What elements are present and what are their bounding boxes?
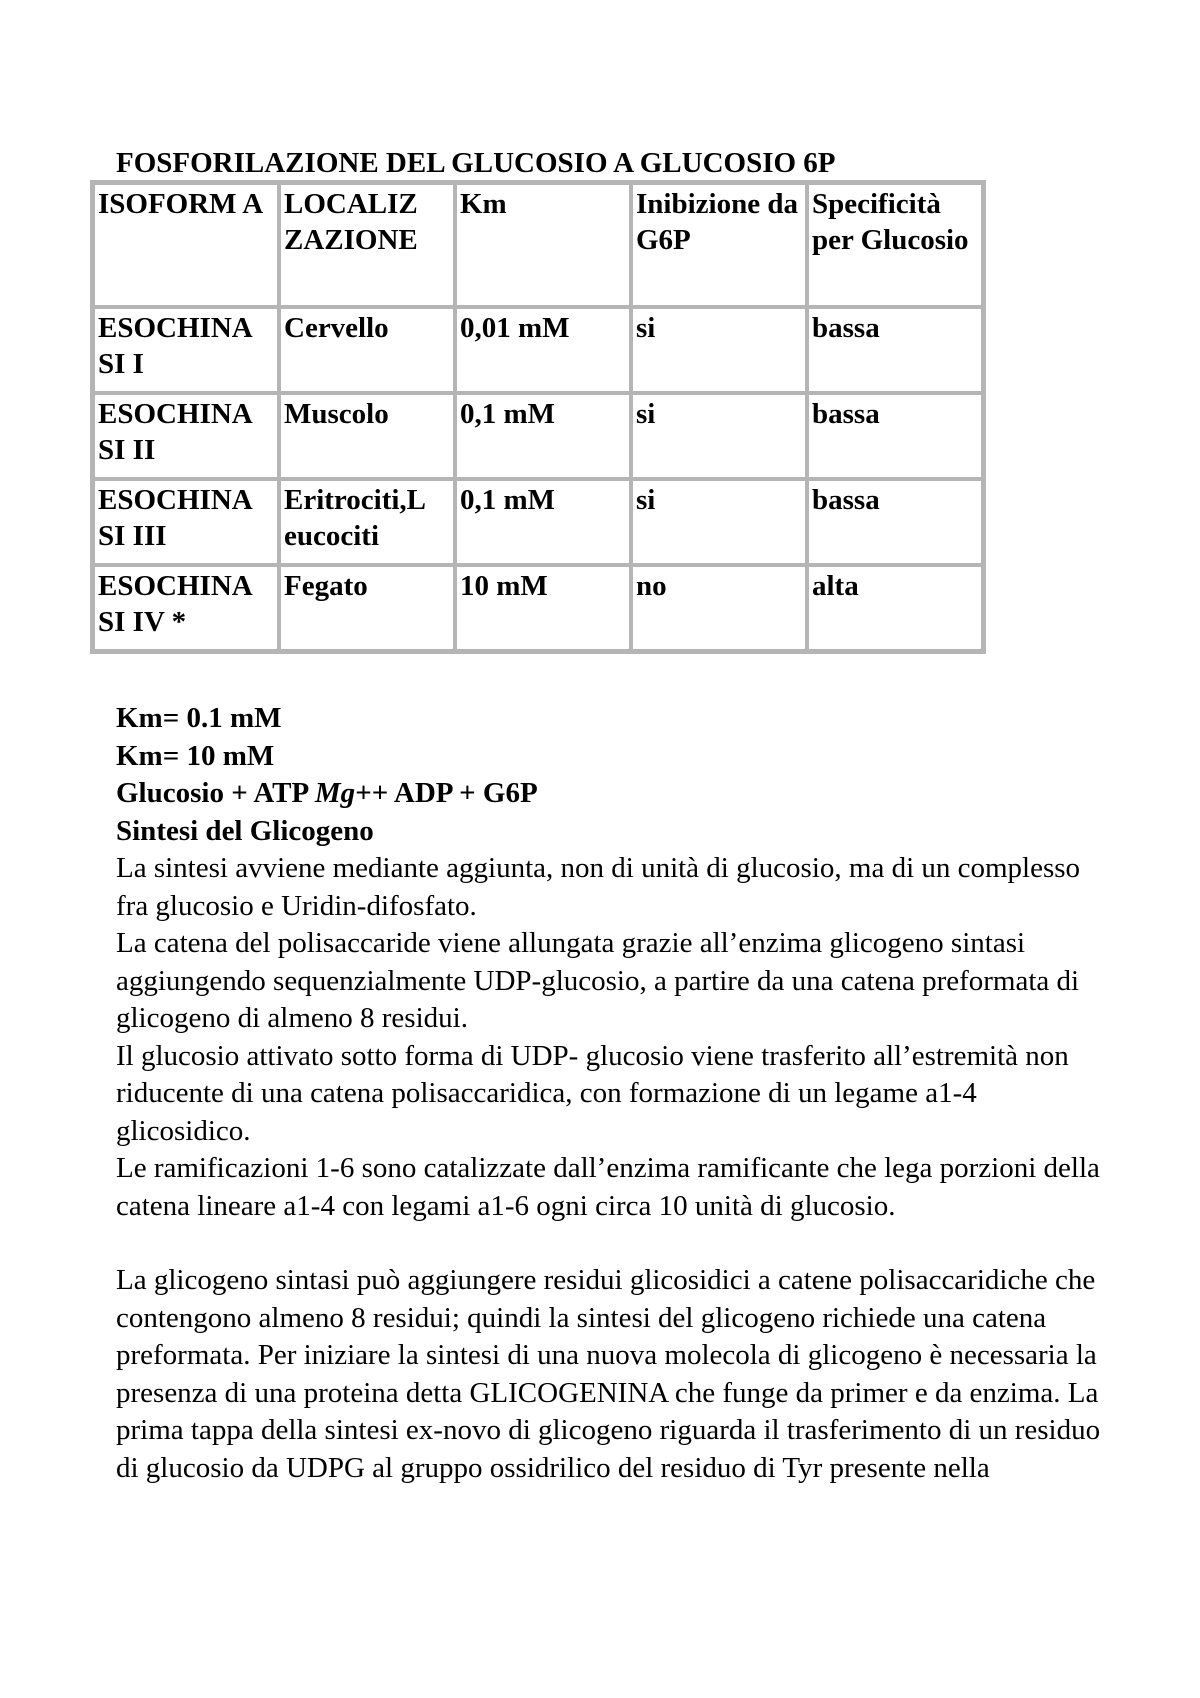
table-cell: bassa: [807, 307, 983, 393]
reaction-mg: Mg: [314, 777, 356, 809]
body-text: [116, 700, 1116, 1487]
table-cell: Fegato: [279, 565, 455, 651]
header-cell-inibizione: Inibizione da G6P: [631, 183, 807, 307]
header-cell-isoforma: ISOFORM A: [93, 183, 279, 307]
table-cell: bassa: [807, 393, 983, 479]
table-row: [93, 393, 983, 479]
table-cell: si: [631, 479, 807, 565]
table-cell: 0,1 mM: [455, 393, 631, 479]
paragraph: Le ramificazioni 1-6 sono catalizzate dall’enzima ramificante che lega porzioni della catena lineare a1-4 con legami a1-6 ogni circa 10 unità di glucosio.: [116, 1152, 1100, 1222]
table-row: [93, 565, 983, 651]
table-cell: si: [631, 307, 807, 393]
paragraph: La catena del polisaccaride viene allungata grazie all’enzima glicogeno sintasi aggiungendo sequenzialmente UDP-glucosio, a partire da una catena preformata di glicogeno di almeno 8 residui.: [116, 927, 1080, 1034]
table-cell: 10 mM: [455, 565, 631, 651]
table-cell: ESOCHINA SI I: [93, 307, 279, 393]
header-cell-km: Km: [455, 183, 631, 307]
table-cell: ESOCHINA SI IV *: [93, 565, 279, 651]
table-cell: Eritrociti,L eucociti: [279, 479, 455, 565]
reaction-equation: [116, 775, 1116, 813]
table-cell: Muscolo: [279, 393, 455, 479]
table-cell: ESOCHINA SI II: [93, 393, 279, 479]
page-title: FOSFORILAZIONE DEL GLUCOSIO A GLUCOSIO 6P: [116, 147, 836, 179]
table-cell: 0,01 mM: [455, 307, 631, 393]
paragraph: La glicogeno sintasi può aggiungere residui glicosidici a catene polisaccaridiche che contengono almeno 8 residui; quindi la sintesi del glicogeno richiede una catena preformata. Per iniziare la sintesi di una nuova molecola di glicogeno è necessaria la presenza di una proteina detta GLICOGENINA che funge da primer e da enzima. La prima tappa della sintesi ex-novo di glicogeno riguarda il trasferimento di un residuo di glucosio da UDPG al gruppo ossidrilico del residuo di Tyr presente nella: [116, 1264, 1101, 1484]
paragraph: Il glucosio attivato sotto forma di UDP- glucosio viene trasferito all’estremità non riducente di una catena polisaccaridica, con formazione di un legame a1-4 glicosidico.: [116, 1039, 1069, 1147]
km-note-2: Km= 10 mM: [116, 739, 275, 772]
table-cell: si: [631, 393, 807, 479]
header-cell-specificita: Specificità per Glucosio: [807, 183, 983, 307]
table-cell: alta: [807, 565, 983, 651]
table-header-row: [93, 183, 983, 307]
header-cell-localizzazione: LOCALIZ ZAZIONE: [279, 183, 455, 307]
table-row: [93, 307, 983, 393]
reaction-left: Glucosio + ATP: [116, 777, 315, 809]
reaction-right: ++ ADP + G6P: [355, 777, 538, 809]
table-cell: bassa: [807, 479, 983, 565]
paragraph-spacer: [116, 1225, 1116, 1262]
table-cell: no: [631, 565, 807, 651]
table-cell: 0,1 mM: [455, 479, 631, 565]
paragraph: La sintesi avviene mediante aggiunta, non di unità di glucosio, ma di un complesso fra glucosio e Uridin-difosfato.: [116, 852, 1081, 922]
hexokinase-table: [90, 180, 986, 654]
section-heading: Sintesi del Glicogeno: [116, 814, 374, 847]
km-note-1: Km= 0.1 mM: [116, 702, 282, 734]
table-cell: Cervello: [279, 307, 455, 393]
table-cell: ESOCHINA SI III: [93, 479, 279, 565]
table-row: [93, 479, 983, 565]
